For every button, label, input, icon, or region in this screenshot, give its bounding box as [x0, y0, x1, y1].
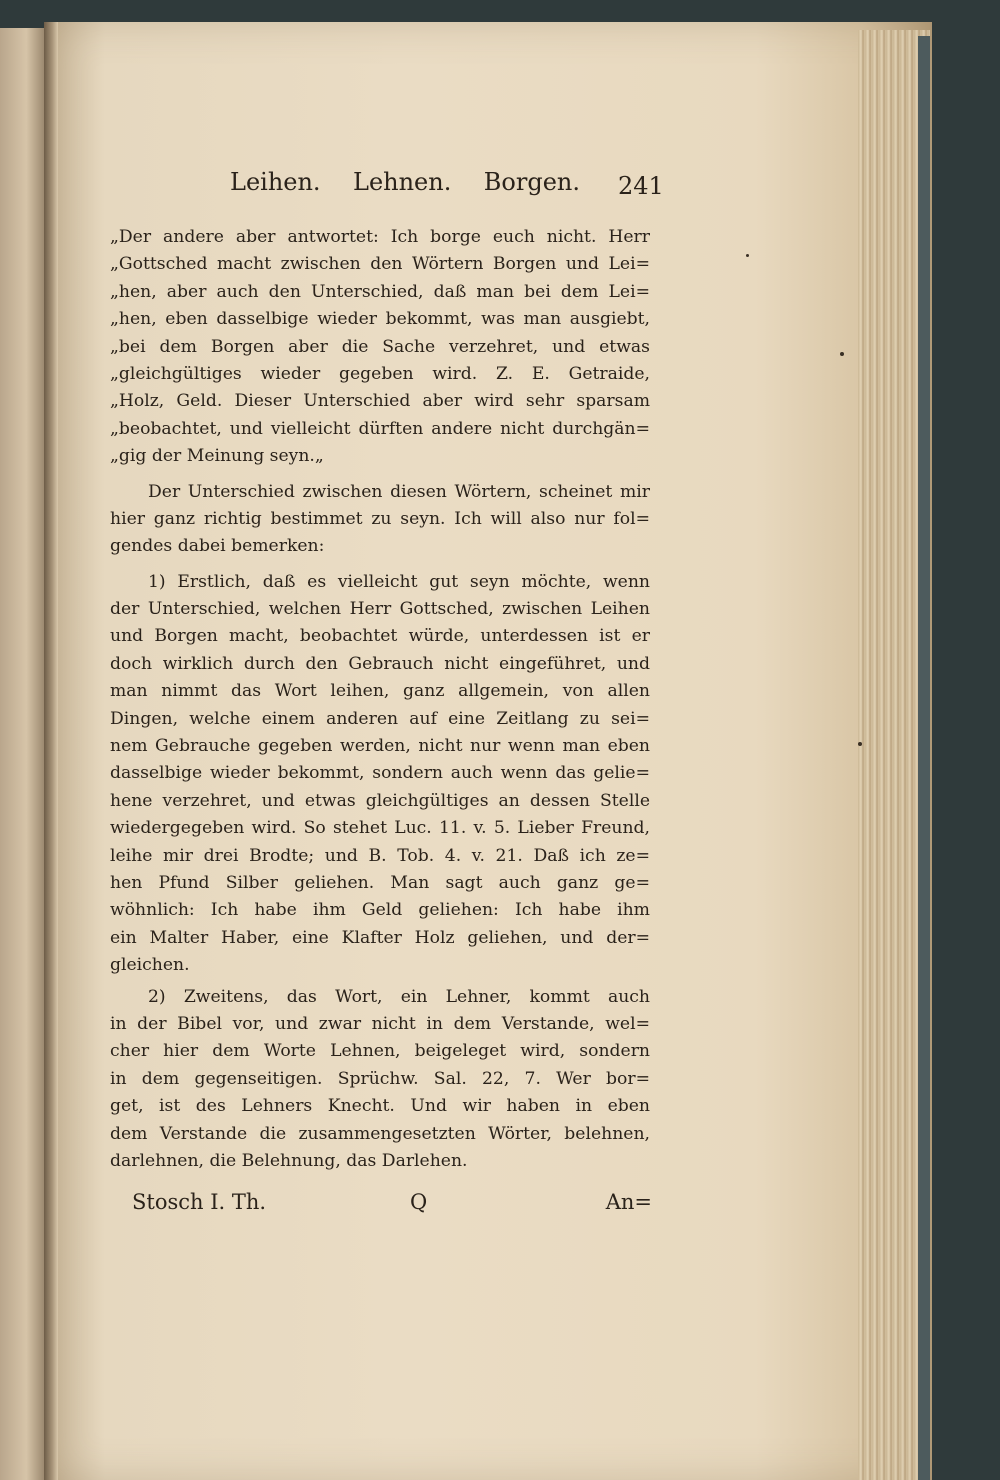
header-word-3: Borgen. — [483, 168, 580, 196]
paragraph-gap — [110, 561, 650, 569]
text-line: in der Bibel vor, und zwar nicht in dem Verstande, wel= — [110, 1013, 650, 1034]
header-word-1: Leihen. — [230, 168, 321, 196]
text-line: der Unterschied, welchen Herr Gottsched, zwischen Leihen — [110, 599, 650, 620]
text-line: darlehnen, die Belehnung, das Darlehen. — [110, 1150, 468, 1171]
paper-speck — [746, 254, 749, 257]
text-line: hen Pfund Silber geliehen. Man sagt auch ganz ge= — [110, 872, 650, 893]
text-line: „gig der Meinung seyn.„ — [110, 446, 324, 467]
text-line: leihe mir drei Brodte; und B. Tob. 4. v. 21. Daß ich ze= — [110, 845, 650, 866]
text-line: wöhnlich: Ich habe ihm Geld geliehen: Ich habe ihm — [110, 900, 650, 921]
text-line: cher hier dem Worte Lehnen, beigeleget wird, sondern — [110, 1041, 650, 1062]
text-line: „beobachtet, und vielleicht dürften andere nicht durchgän= — [110, 418, 650, 439]
text-line: ein Malter Haber, eine Klafter Holz geliehen, und der= — [110, 927, 650, 948]
text-line: in dem gegenseitigen. Sprüchw. Sal. 22, 7. Wer bor= — [110, 1068, 650, 1089]
header-word-2: Lehnen. — [353, 168, 452, 196]
left-page-edge — [0, 28, 48, 1480]
text-line: gleichen. — [110, 955, 190, 976]
text-line: 2) Zweitens, das Wort, ein Lehner, kommt auch — [148, 986, 650, 1007]
text-line: get, ist des Lehners Knecht. Und wir haben in eben — [110, 1096, 650, 1117]
text-line: man nimmt das Wort leihen, ganz allgemein, von allen — [110, 681, 650, 702]
text-line: wiedergegeben wird. So stehet Luc. 11. v. 5. Lieber Freund, — [110, 818, 650, 839]
text-line: „gleichgültiges wieder gegeben wird. Z. E. Getraide, — [110, 363, 650, 384]
text-line: „Holz, Geld. Dieser Unterschied aber wird sehr sparsam — [110, 391, 650, 412]
text-line: doch wirklich durch den Gebrauch nicht eingeführet, und — [110, 653, 650, 674]
text-line: 1) Erstlich, daß es vielleicht gut seyn möchte, wenn — [148, 571, 650, 592]
page-number: 241 — [618, 172, 664, 200]
signature-line: Stosch I. Th. — [132, 1190, 267, 1214]
paragraph-gap — [110, 471, 650, 479]
text-line: hier ganz richtig bestimmet zu seyn. Ich will also nur fol= — [110, 508, 650, 529]
text-line: nem Gebrauche gegeben werden, nicht nur wenn man eben — [110, 736, 650, 757]
text-line: hene verzehret, und etwas gleichgültiges an dessen Stelle — [110, 790, 650, 811]
paper-speck — [840, 352, 844, 356]
text-line: gendes dabei bemerken: — [110, 536, 325, 557]
text-line: dasselbige wieder bekommt, sondern auch wenn das gelie= — [110, 763, 650, 784]
text-line: „Gottsched macht zwischen den Wörtern Borgen und Lei= — [110, 254, 650, 275]
running-header — [230, 168, 660, 196]
book-cover-edge — [918, 36, 930, 1480]
text-line: Dingen, welche einem anderen auf eine Zeitlang zu sei= — [110, 708, 650, 729]
text-line: Der Unterschied zwischen diesen Wörtern, scheinet mir — [148, 481, 650, 502]
text-line: „Der andere aber antwortet: Ich borge euch nicht. Herr — [110, 227, 650, 247]
text-line: und Borgen macht, beobachtet würde, unterdessen ist er — [110, 626, 650, 647]
text-line: „hen, eben dasselbige wieder bekommt, was man ausgiebt, — [110, 309, 650, 330]
text-line: „hen, aber auch den Unterschied, daß man bei dem Lei= — [110, 281, 650, 302]
catchword: An= — [605, 1190, 652, 1214]
signature-mark: Q — [410, 1190, 428, 1214]
body-text — [110, 224, 650, 1175]
book-gutter — [44, 22, 58, 1480]
text-line: „bei dem Borgen aber die Sache verzehret, und etwas — [110, 336, 650, 357]
text-line: dem Verstande die zusammengesetzten Wörter, belehnen, — [110, 1123, 650, 1144]
paper-speck — [858, 742, 862, 746]
